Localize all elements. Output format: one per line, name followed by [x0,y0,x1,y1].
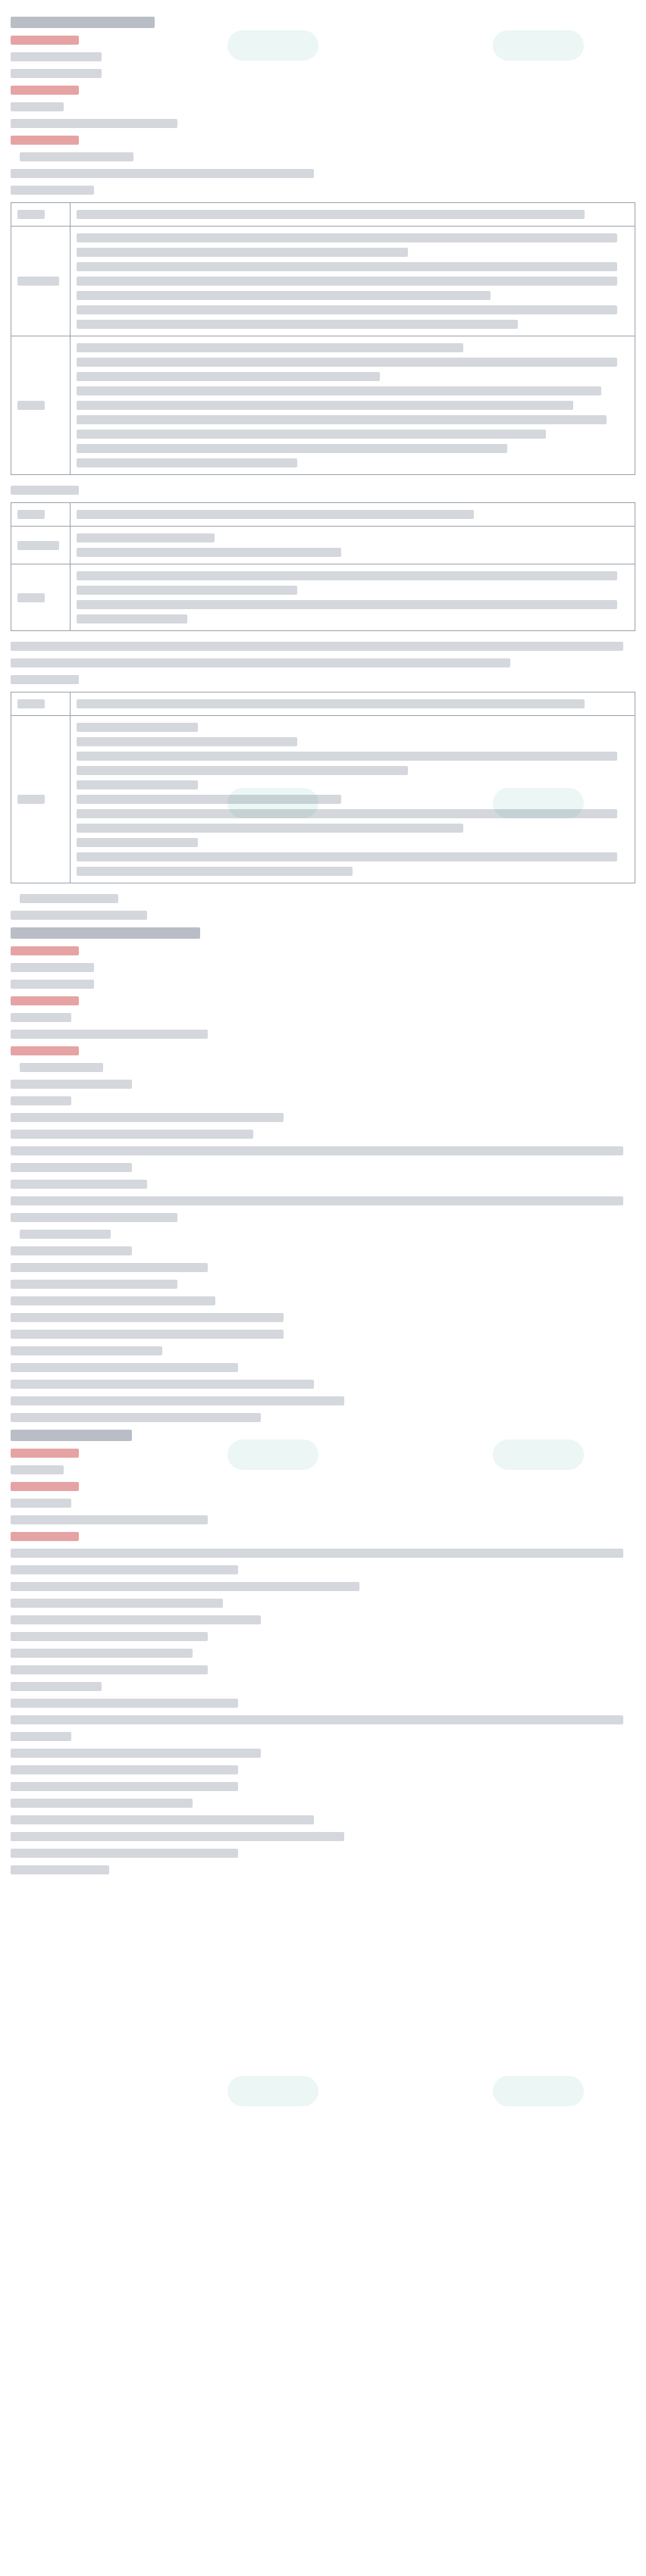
text-line [20,1230,111,1239]
text-line [11,1346,162,1355]
text-line [77,614,187,624]
text-line [11,1313,284,1322]
watermark [227,788,318,818]
subsection-label [11,996,79,1005]
text-line [17,401,45,410]
text-line [11,1832,344,1841]
watermark [493,2076,584,2106]
section-title [11,17,155,28]
text-line [11,1849,238,1858]
text-line [77,277,617,286]
watermark [227,1440,318,1470]
text-line [11,1113,284,1122]
text-line [11,1413,261,1422]
text-line [20,152,133,161]
subsection-label [11,136,79,145]
text-line [11,1380,314,1389]
text-line [11,1782,238,1791]
text-line [77,571,617,580]
text-line [11,1515,208,1524]
text-line [77,586,297,595]
text-line [11,1280,177,1289]
text-line [77,430,546,439]
text-line [11,675,79,684]
text-line [77,210,585,219]
text-line [11,911,147,920]
text-line [11,1815,314,1824]
text-line [11,102,64,111]
text-line [77,548,341,557]
table-row [11,527,635,564]
text-line [11,1396,344,1405]
text-line [11,1565,238,1574]
text-line [17,541,59,550]
text-line [77,867,353,876]
watermark [227,30,318,61]
text-line [17,699,45,708]
text-line [11,1130,253,1139]
watermark [493,788,584,818]
text-line [11,1699,238,1708]
text-line [11,1180,147,1189]
text-line [11,963,94,972]
text-line [11,1096,71,1105]
subsection-label [11,1449,79,1458]
text-line [11,1163,132,1172]
content-table [11,202,635,475]
subsection-label [11,946,79,955]
text-line [77,291,491,300]
text-line [11,1080,132,1089]
subsection-label [11,1532,79,1541]
text-line [77,852,617,861]
text-line [77,699,585,708]
text-line [11,1296,215,1305]
content-table [11,502,635,631]
text-line [11,1865,109,1874]
subsection-label [11,86,79,95]
table-row [11,692,635,716]
text-line [11,658,510,667]
text-line [11,642,623,651]
text-line [11,1146,623,1155]
text-line [11,1632,208,1641]
text-line [11,980,94,989]
text-line [17,277,59,286]
text-line [11,1732,71,1741]
text-line [77,305,617,314]
text-line [77,262,617,271]
text-line [77,372,380,381]
text-line [77,723,198,732]
text-line [11,1599,223,1608]
text-line [11,169,314,178]
text-line [77,510,474,519]
text-line [11,119,177,128]
text-line [20,894,118,903]
text-line [11,1799,193,1808]
subsection-label [11,1046,79,1055]
text-line [11,69,102,78]
table-row [11,564,635,630]
text-line [77,780,198,789]
text-line [77,600,617,609]
text-line [17,593,45,602]
text-line [11,1330,284,1339]
text-line [77,752,617,761]
text-line [11,1213,177,1222]
text-line [77,533,215,542]
table-row [11,336,635,474]
section-title [11,1430,132,1441]
text-line [11,1196,623,1205]
text-line [11,1363,238,1372]
text-line [11,1465,64,1474]
text-line [77,320,518,329]
text-line [77,737,297,746]
text-line [77,824,463,833]
text-line [77,458,297,467]
text-line [77,233,617,242]
text-line [11,1649,193,1658]
table-row [11,503,635,527]
text-line [11,1549,623,1558]
text-line [17,210,45,219]
table-row [11,203,635,227]
text-line [77,401,573,410]
text-line [11,1263,208,1272]
watermark [493,30,584,61]
text-line [11,1665,208,1674]
text-line [77,386,601,395]
watermark [227,2076,318,2106]
text-line [77,838,198,847]
text-line [11,52,102,61]
text-line [11,1499,71,1508]
text-line [17,510,45,519]
watermark [493,1440,584,1470]
table-row [11,227,635,336]
text-line [20,1063,103,1072]
text-line [77,444,507,453]
text-line [11,1582,359,1591]
text-line [11,1682,102,1691]
text-line [77,358,617,367]
text-line [77,248,408,257]
subsection-label [11,36,79,45]
text-line [11,1749,261,1758]
text-line [11,1715,623,1724]
text-line [77,343,463,352]
text-line [11,486,79,495]
section-title [11,927,200,939]
text-line [17,795,45,804]
text-line [11,186,94,195]
text-line [77,766,408,775]
text-line [11,1765,238,1774]
text-line [11,1030,208,1039]
text-line [11,1246,132,1255]
subsection-label [11,1482,79,1491]
text-line [11,1013,71,1022]
text-line [77,415,607,424]
text-line [11,1615,261,1624]
